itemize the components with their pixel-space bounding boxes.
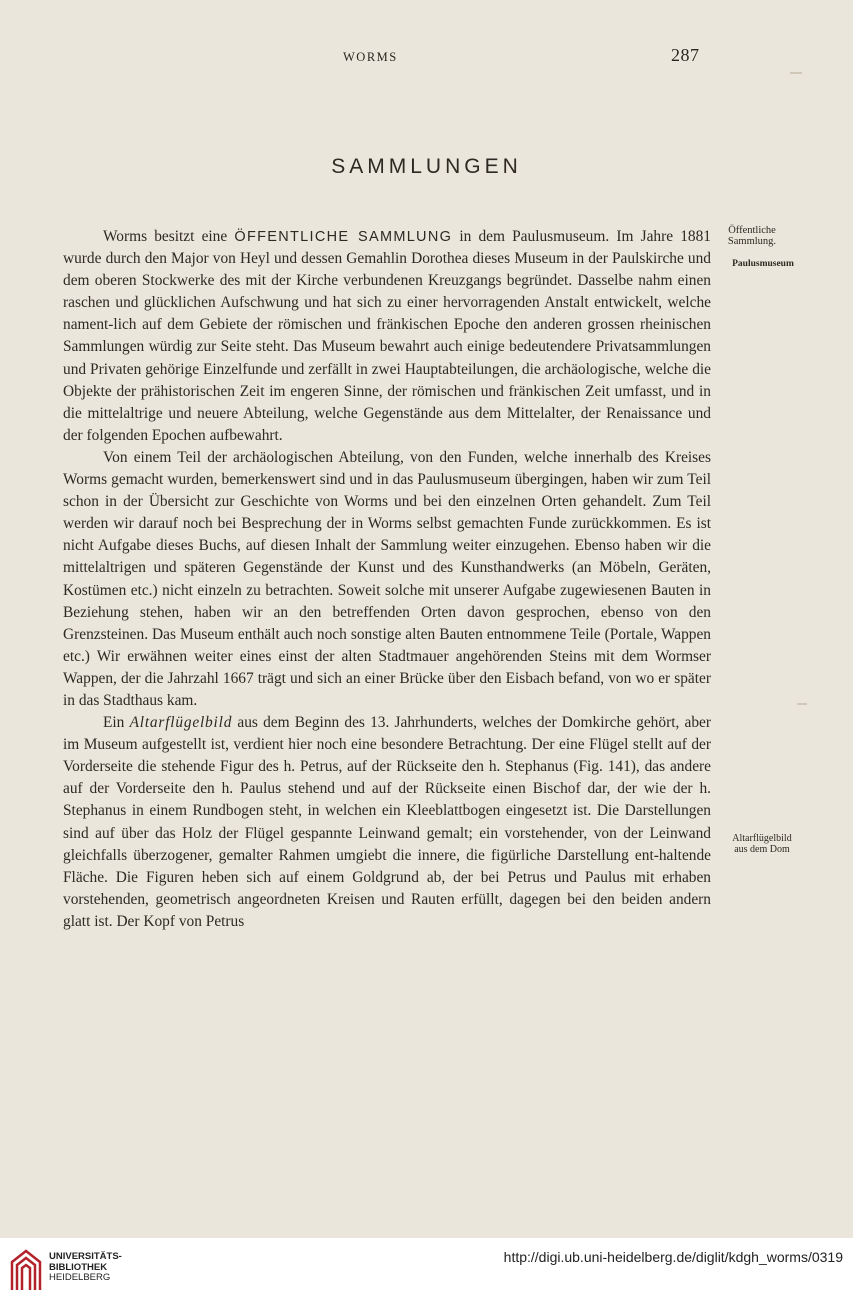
footer-bar [0, 1238, 853, 1298]
marginal-note-altar-wing [718, 833, 806, 855]
marginal-note-line: aus dem Dom [734, 844, 790, 855]
paragraph-1 [63, 226, 711, 447]
library-name-line: UNIVERSITÄTS- [49, 1251, 122, 1262]
section-title: SAMMLUNGEN [331, 155, 522, 178]
permalink-url[interactable]: http://digi.ub.uni-heidelberg.de/diglit/kdgh_worms/0319 [503, 1249, 843, 1265]
paragraph-1-intro: Worms besitzt eine [103, 228, 235, 245]
page-number: 287 [671, 45, 700, 65]
paper-mark [797, 703, 807, 705]
paper-mark [790, 72, 802, 74]
library-name-line: BIBLIOTHEK [49, 1261, 108, 1273]
marginal-note-line: Altarflügelbild [732, 833, 792, 844]
paragraph-2: Von einem Teil der archäologischen Abteilung, von den Funden, welche innerhalb des Kreises Worms gemacht wurden, bemerkenswert sind und in das Paulusmuseum übergingen, haben wir zum Teil schon in der Übersicht zur Geschichte von Worms und bei den einzelnen Orten gehandelt. Zum Teil werden wir darauf noch bei Besprechung der in Worms selbst gemachten Funde zurückkommen. Es ist nicht Aufgabe dieses Buchs, auf diesen Inhalt der Sammlung weiter einzugehen. Ebenso haben wir die mittelaltrigen und späteren Gegenstände der Kunst und des Kunsthandwerks (an Möbeln, Geräten, Kostümen etc.) nicht einzeln zu betrachten. Soweit solche mit unserer Aufgabe zugewiesenen Bauten in Beziehung stehen, haben wir an den betreffenden Orten davon gesprochen, ebenso von den Grenzsteinen. Das Museum enthält auch noch sonstige alten Bauten entnommene Teile (Portale, Wappen etc.) Wir erwähnen weiter eines einst der alten Stadtmauer angehörenden Steins mit dem Wormser Wappen, der die Jahrzahl 1667 trägt und sich an einer Brücke über den Eisbach befand, von wo er später in das Stadthaus kam. [63, 448, 711, 709]
body-text [63, 226, 711, 933]
page-header [0, 45, 853, 68]
paragraph-1-emphasis: ÖFFENTLICHE SAMMLUNG [234, 229, 453, 245]
paragraph-1-body: in dem Paulusmuseum. Im Jahre 1881 wurde durch den Major von Heyl und dessen Gemahlin Dorothea dieses Museum in der Paulskirche und dem oberen Stockwerke des mit der Kirche verbundenen Kreuzgangs begründet. Dasselbe nahm einen raschen und glücklichen Aufschwung und hat sich zu einer hervorragenden Anstalt entwickelt, welche nament-lich auf dem Gebiete der römischen und fränkischen Epoche den anderen grossen rheinischen Sammlungen würdig zur Seite steht. Das Museum bewahrt auch einige bedeutendere Privatsammlungen und Privaten gehörige Einzelfunde und zerfällt in zwei Hauptabteilungen, die archäologische, welche die Objekte der prähistorischen Zeit im engeren Sinne, der römischen und fränkischen Zeit umfasst, und in die mittelaltrige und neuere Abteilung, welche Gegenstände aus dem Mittelalter, der Renaissance und der folgenden Epochen aufbewahrt. [63, 228, 711, 444]
marginal-note-paulusmuseum: Paulusmuseum [732, 259, 794, 269]
marginal-note-line: Öffentliche [728, 225, 776, 236]
library-name [49, 1252, 122, 1284]
university-library-logo-icon [8, 1248, 44, 1292]
paragraph-3-intro: Ein [103, 714, 130, 732]
library-name-line: HEIDELBERG [49, 1272, 111, 1283]
marginal-note-line: Sammlung. [727, 236, 777, 247]
paragraph-3-emphasis: Altarflügelbild [129, 714, 233, 732]
running-title: WORMS [343, 50, 398, 64]
marginal-note-public-collection [716, 225, 788, 247]
paragraph-3-body: aus dem Beginn des 13. Jahrhunderts, welches der Domkirche gehört, aber im Museum aufgestellt ist, verdient hier noch eine besondere Betrachtung. Der eine Flügel stellt auf der Vorderseite die stehende Figur des h. Petrus, auf der Rückseite den h. Stephanus (Fig. 141), das andere auf der Vorderseite den h. Paulus stehend und auf der Rückseite einen Bischof dar, der wie der h. Stephanus in einem Rundbogen steht, in welchen ein Kleeblattbogen eingesetzt ist. Die Darstellungen sind auf über das Holz der Flügel gespannte Leinwand gemalt; ein vorstehender, von der Leinwand gleichfalls überzogener, gemalter Rahmen umgiebt die innere, die figürliche Darstellung ent-haltende Fläche. Die Figuren heben sich auf einem Goldgrund ab, der bei Petrus und Paulus mit erhaben vorstehenden, geometrisch angeordneten Kreisen und Rauten erfüllt, dagegen bei den beiden andern glatt ist. Der Kopf von Petrus [63, 714, 711, 930]
paragraph-3 [63, 712, 711, 933]
